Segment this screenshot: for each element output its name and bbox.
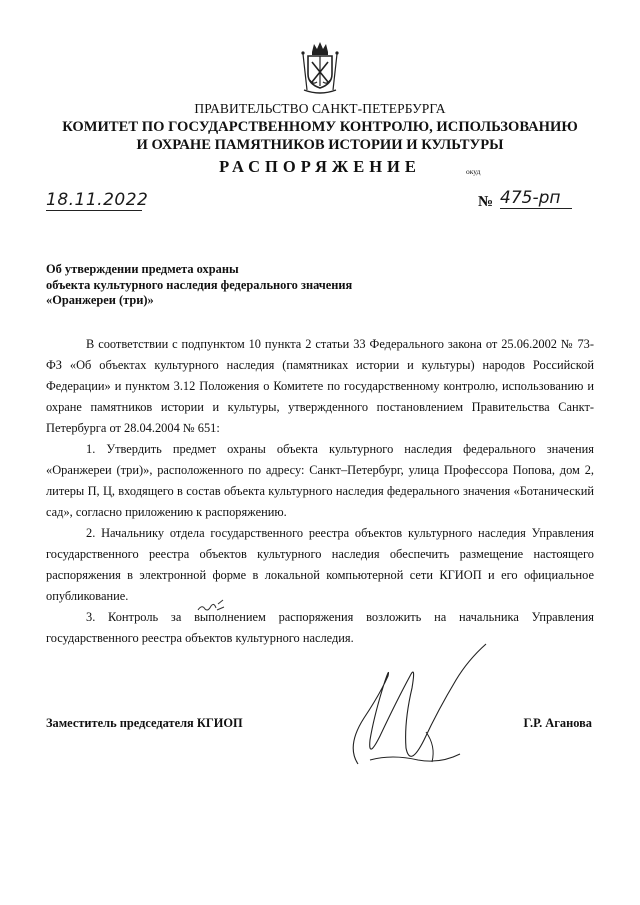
document-body (46, 334, 594, 649)
item-3-paragraph: 3. Контроль за выполнением распоряжения возложить на начальника Управления государственного реестра объектов культурного наследия. (46, 610, 594, 645)
subject-line1: Об утверждении предмета охраны (46, 262, 239, 276)
signatory-name: Г.Р. Аганова (523, 716, 592, 730)
saint-petersburg-coat-of-arms-icon (298, 40, 342, 96)
committee-title (40, 119, 600, 154)
handwritten-initials-mark (196, 598, 226, 614)
okud-label: окуд (466, 167, 481, 176)
number-sign: № (478, 194, 494, 210)
government-title: ПРАВИТЕЛЬСТВО САНКТ-ПЕТЕРБУРГА (194, 101, 446, 116)
committee-title-line1: КОМИТЕТ ПО ГОСУДАРСТВЕННОМУ КОНТРОЛЮ, ИСПОЛЬЗОВАНИЮ (62, 119, 578, 135)
handwritten-signature (340, 636, 490, 776)
preamble-paragraph: В соответствии с подпунктом 10 пункта 2 статьи 33 Федерального закона от 25.06.2002 № 73-ФЗ «Об объектах культурного наследия (памятниках истории и культуры) народов Российской Федерации» и пунктом 3.12 Положения о Комитете по государственному контролю, использованию и охране памятников истории и культуры, утвержденного постановлением Правительства Санкт-Петербурга от 28.04.2004 № 651: (46, 337, 594, 435)
handwritten-date: 18.11.2022 (46, 190, 149, 210)
subject-line3: «Оранжереи (три)» (46, 293, 154, 307)
document-subject (46, 262, 466, 309)
document-type-title: РАСПОРЯЖЕНИЕ (219, 157, 421, 176)
item-2-paragraph: 2. Начальнику отдела государственного реестра объектов культурного наследия Управления государственного реестра объектов культурного наследия обеспечить размещение настоящего распоряжения в электронной форме в локальной компьютерной сети КГИОП и его официальное опубликование. (46, 526, 594, 603)
signatory-role: Заместитель председателя КГИОП (46, 716, 243, 730)
committee-title-line2: И ОХРАНЕ ПАМЯТНИКОВ ИСТОРИИ И КУЛЬТУРЫ (136, 136, 504, 153)
handwritten-document-number: 475-рп (500, 188, 572, 209)
item-1-paragraph: 1. Утвердить предмет охраны объекта культурного наследия федерального значения «Оранжереи (три)», расположенного по адресу: Санкт–Петербург, улица Профессора Попова, дом 2, литеры П, Ц, входящего в состав объекта культурного наследия федерального значения «Ботанический сад», согласно приложению к распоряжению. (46, 442, 594, 519)
subject-line2: объекта культурного наследия федерального значения (46, 277, 353, 292)
